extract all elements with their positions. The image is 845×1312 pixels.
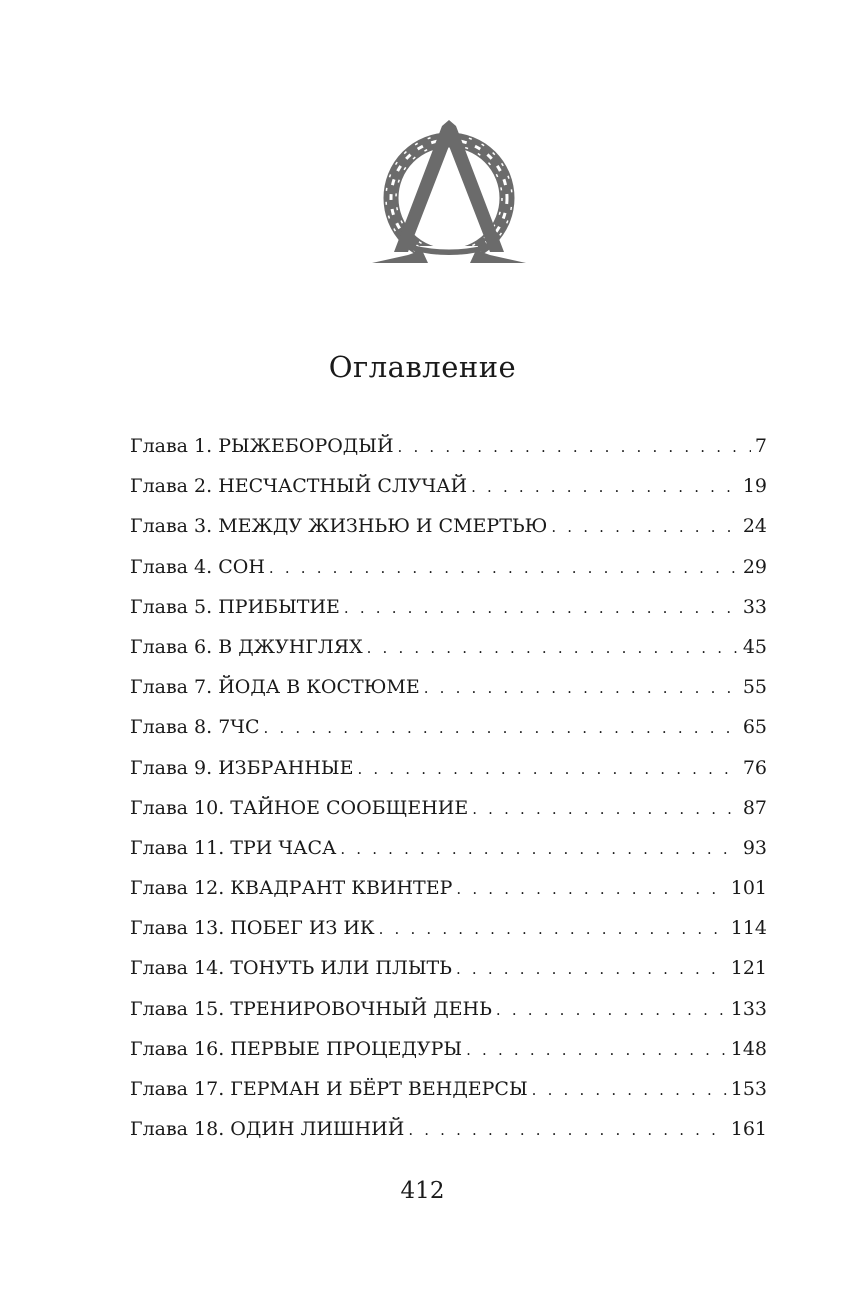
toc-entry[interactable] (130, 788, 767, 828)
toc-entry-page: 133 (730, 997, 767, 1020)
toc-leader-dots (264, 708, 739, 748)
page-title: Оглавление (328, 350, 517, 384)
toc-entry-title: Глава 17. ГЕРМАН И БЁРТ ВЕНДЕРСЫ (130, 1078, 528, 1100)
toc-entry-title: Глава 2. НЕСЧАСТНЫЙ СЛУЧАЙ (130, 475, 468, 498)
toc-leader-dots (456, 869, 726, 909)
toc-entry-page: 29 (742, 555, 767, 578)
toc-leader-dots (424, 668, 739, 708)
toc-entry-page: 24 (742, 515, 767, 538)
toc-entry-page: 45 (742, 635, 767, 658)
toc-leader-dots (532, 1070, 727, 1110)
toc-entry[interactable] (130, 506, 767, 546)
toc-entry[interactable] (130, 828, 767, 868)
toc-leader-dots (471, 467, 739, 507)
toc-entry[interactable] (130, 1069, 767, 1109)
toc-entry-page: 76 (742, 756, 767, 779)
toc-entry-title: Глава 1. РЫЖЕБОРОДЫЙ (130, 435, 394, 457)
toc-entry[interactable] (130, 1109, 767, 1149)
toc-entry[interactable] (130, 466, 767, 506)
toc-entry[interactable] (130, 908, 767, 948)
toc-leader-dots (472, 789, 739, 829)
toc-entry[interactable] (130, 587, 767, 627)
toc-entry-page: 114 (730, 917, 767, 940)
table-of-contents (130, 426, 767, 1149)
toc-entry[interactable] (130, 1029, 767, 1069)
toc-entry-title: Глава 12. КВАДРАНТ КВИНТЕР (130, 877, 453, 900)
toc-entry-title: Глава 6. В ДЖУНГЛЯХ (130, 635, 363, 658)
toc-entry[interactable] (130, 547, 767, 587)
toc-entry-page: 148 (730, 1037, 767, 1060)
toc-entry-page: 93 (742, 836, 767, 859)
toc-entry-page: 65 (742, 716, 767, 739)
toc-entry-title: Глава 9. ИЗБРАННЫЕ (130, 756, 354, 779)
toc-entry-page: 121 (730, 957, 767, 980)
toc-entry-title: Глава 10. ТАЙНОЕ СООБЩЕНИЕ (130, 796, 469, 819)
toc-leader-dots (357, 749, 738, 789)
toc-entry-page: 87 (742, 796, 767, 819)
toc-leader-dots (344, 588, 739, 628)
toc-leader-dots (496, 990, 727, 1030)
toc-entry-page: 19 (742, 475, 767, 498)
toc-entry-page: 33 (742, 595, 767, 618)
toc-entry-title: Глава 11. ТРИ ЧАСА (130, 836, 337, 859)
toc-entry-page: 55 (742, 676, 767, 699)
toc-entry-title: Глава 15. ТРЕНИРОВОЧНЫЙ ДЕНЬ (130, 997, 492, 1020)
toc-entry[interactable] (130, 627, 767, 667)
toc-leader-dots (466, 1030, 727, 1070)
toc-entry[interactable] (130, 426, 767, 466)
toc-entry-title: Глава 8. 7ЧС (130, 716, 260, 739)
toc-entry-title: Глава 16. ПЕРВЫЕ ПРОЦЕДУРЫ (130, 1037, 463, 1060)
toc-leader-dots (269, 548, 739, 588)
toc-entry-title: Глава 14. ТОНУТЬ ИЛИ ПЛЫТЬ (130, 957, 452, 980)
toc-entry-title: Глава 5. ПРИБЫТИЕ (130, 595, 340, 618)
toc-leader-dots (456, 949, 727, 989)
toc-entry-page: 153 (730, 1078, 767, 1100)
toc-leader-dots (367, 628, 739, 668)
toc-entry-title: Глава 13. ПОБЕГ ИЗ ИК (130, 917, 375, 940)
toc-entry-title: Глава 3. МЕЖДУ ЖИЗНЬЮ И СМЕРТЬЮ (130, 515, 548, 538)
alpha-omega-emblem-icon (370, 118, 528, 266)
toc-entry[interactable] (130, 748, 767, 788)
toc-entry-title: Глава 4. СОН (130, 555, 265, 578)
toc-entry-page: 101 (730, 877, 767, 900)
toc-leader-dots (340, 829, 738, 869)
toc-entry[interactable] (130, 989, 767, 1029)
page-number: 412 (400, 1178, 445, 1204)
toc-entry-title: Глава 18. ОДИН ЛИШНИЙ (130, 1118, 405, 1141)
toc-leader-dots (551, 507, 738, 547)
toc-entry-page: 7 (754, 435, 767, 457)
toc-leader-dots (379, 909, 727, 949)
toc-entry-page: 161 (730, 1118, 767, 1141)
toc-leader-dots (398, 427, 751, 467)
toc-entry-title: Глава 7. ЙОДА В КОСТЮМЕ (130, 676, 420, 699)
toc-entry[interactable] (130, 948, 767, 988)
toc-entry[interactable] (130, 667, 767, 707)
toc-leader-dots (408, 1110, 726, 1150)
toc-entry[interactable] (130, 707, 767, 747)
toc-entry[interactable] (130, 868, 767, 908)
